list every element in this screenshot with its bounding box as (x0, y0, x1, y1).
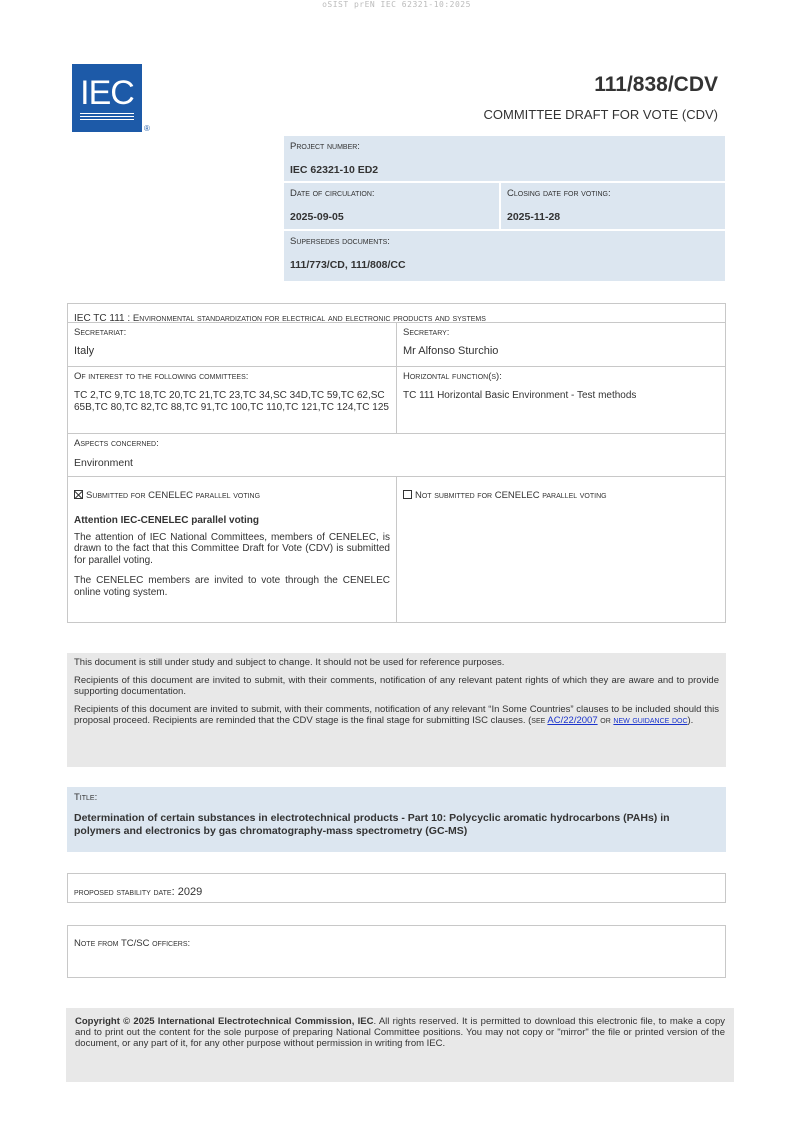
supersedes-row (284, 231, 725, 281)
checked-box-icon[interactable] (74, 490, 83, 499)
copyright-text: . All rights reserved. It is permitted to download this electronic file, to make a copy and to print out the content for the sole purpose of preparing National Committee positions. You may not copy or "mirror" the file or printed version of the document, or any part of it, for any other purpose without permission in writing from IEC. (75, 1016, 725, 1049)
tc-prefix: IEC TC 111 : (74, 313, 133, 324)
stability-date: 2029 (177, 886, 203, 898)
notice-paragraph-1: This document is still under study and subject to change. It should not be used for reference purposes. (74, 657, 505, 668)
stability-label: proposed stability date (74, 887, 172, 898)
horizontal-value: TC 111 Horizontal Basic Environment - Test methods (403, 390, 637, 401)
notice-paragraph-2: Recipients of this document are invited to submit, with their comments, notification of any relevant patent rights of which they are aware and to provide supporting documentation. (74, 674, 719, 697)
copyright-box (66, 1008, 734, 1082)
supersedes-label: Supersedes documents: (290, 236, 390, 247)
attention-title: Attention IEC-CENELEC parallel voting (74, 515, 260, 526)
submitted-label: Submitted for CENELEC parallel voting (86, 490, 261, 501)
secretariat-row (68, 323, 725, 367)
notice-paragraph-3: Recipients of this document are invited to submit, with their comments, notification of any relevant “In Some Countries” clauses to be included should this proposal proceed. Recipients are reminded that the CDV stage is the final stage for submitting ISC clauses. (see AC/22/2007 or new guidance doc). (74, 703, 719, 726)
copyright-holder: Copyright © 2025 International Electrotechnical Commission, IEC (75, 1016, 374, 1027)
stability-box: proposed stability date: 2029 (67, 873, 726, 903)
aspects-label: Aspects concerned: (74, 438, 159, 449)
closing-label: Closing date for voting: (507, 188, 611, 199)
logo-text: IEC (80, 74, 134, 112)
circulation-label: Date of circulation: (290, 188, 375, 199)
tc-name: Environmental standardization for electrical and electronic products and systems (132, 313, 486, 324)
tc-row (68, 304, 725, 323)
committee-table (67, 303, 726, 623)
logo-lines (80, 113, 134, 122)
interest-value: TC 2,TC 9,TC 18,TC 20,TC 21,TC 23,TC 34,SC 34D,TC 59,TC 62,SC 65B,TC 80,TC 82,TC 88,TC 91,TC 100,TC 110,TC 121,TC 124,TC 125 (74, 390, 389, 413)
officers-note-label: Note from TC/SC officers: (74, 938, 191, 949)
circulation-cell (284, 183, 499, 229)
circulation-date: 2025-09-05 (290, 211, 344, 223)
attention-paragraph-1: The attention of IEC National Committees, members of CENELEC, is drawn to the fact that this Committee Draft for Vote (CDV) is submitted for parallel voting. (74, 531, 390, 566)
project-number-label: Project number: (290, 141, 360, 152)
secretary-label: Secretary: (403, 327, 450, 338)
watermark: oSIST prEN IEC 62321-10:2025 (322, 0, 471, 9)
interest-label: Of interest to the following committees: (74, 371, 249, 382)
new-guidance-doc-link[interactable]: new guidance doc (613, 714, 688, 726)
secretary-value: Mr Alfonso Sturchio (403, 345, 499, 357)
secretariat-value: Italy (74, 345, 95, 357)
not-submitted-label: Not submitted for CENELEC parallel voting (415, 490, 607, 501)
registered-mark: ® (144, 124, 150, 133)
notice-box (67, 653, 726, 767)
project-info (284, 136, 725, 281)
not-submitted-option[interactable] (403, 485, 719, 503)
aspects-value: Environment (74, 457, 133, 469)
unchecked-box-icon[interactable] (403, 490, 412, 499)
interest-row (68, 367, 725, 434)
project-number: IEC 62321-10 ED2 (290, 164, 379, 176)
title-box (67, 787, 726, 852)
closing-date: 2025-11-28 (507, 211, 561, 223)
dates-row (284, 183, 725, 231)
closing-cell (501, 183, 725, 229)
supersedes-value: 111/773/CD, 111/808/CC (290, 259, 406, 271)
iec-logo (72, 64, 142, 132)
document-type: COMMITTEE DRAFT FOR VOTE (CDV) (483, 107, 718, 122)
ac-22-2007-link[interactable]: AC/22/2007 (547, 714, 598, 726)
document-title: Determination of certain substances in electrotechnical products - Part 10: Polycyclic aromatic hydrocarbons (PAHs) in polymers and electronics by gas chromatography-mass spectrometry (GC-MS) (74, 812, 670, 838)
officers-note-box (67, 925, 726, 978)
title-label: Title: (74, 792, 98, 803)
document-number: 111/838/CDV (594, 73, 718, 96)
secretariat-label: Secretariat: (74, 327, 127, 338)
submitted-option[interactable] (74, 485, 390, 503)
attention-paragraph-2: The CENELEC members are invited to vote through the CENELEC online voting system. (74, 575, 390, 598)
aspects-row (68, 434, 725, 477)
cenelec-row (68, 477, 725, 622)
project-number-row (284, 136, 725, 183)
horizontal-label: Horizontal function(s): (403, 371, 502, 382)
